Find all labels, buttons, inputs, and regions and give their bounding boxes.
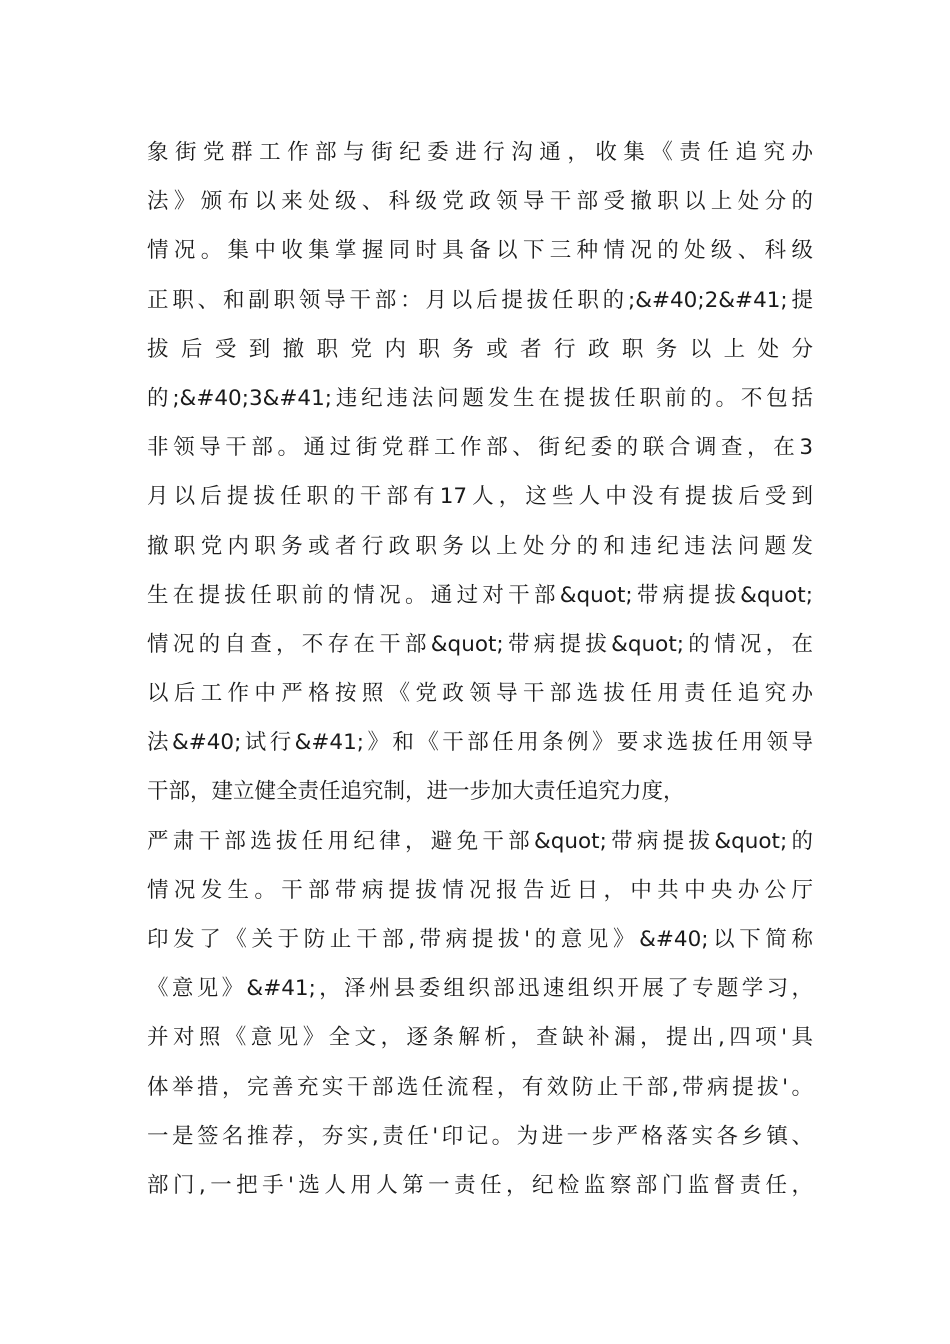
text-line: 非领导干部。通过街党群工作部、街纪委的联合调查，在3 [147, 435, 813, 461]
text-line: 情况的自查，不存在干部&quot;带病提拔&quot;的情况，在 [147, 631, 813, 657]
text-line: 严肃干部选拔任用纪律，避免干部&quot;带病提拔&quot;的 [147, 828, 813, 854]
text-line: 撤职党内职务或者行政职务以上处分的和违纪违法问题发 [147, 533, 813, 559]
text-line: 部门,一把手'选人用人第一责任，纪检监察部门监督责任， [147, 1172, 813, 1198]
text-line: 法&#40;试行&#41;》和《干部任用条例》要求选拔任用领导 [147, 730, 813, 756]
text-line: 情况。集中收集掌握同时具备以下三种情况的处级、科级 [147, 238, 813, 264]
text-line: 一是签名推荐，夯实,责任'印记。为进一步严格落实各乡镇、 [147, 1123, 813, 1149]
body-text [147, 128, 813, 1210]
text-line: 象街党群工作部与街纪委进行沟通，收集《责任追究办 [147, 140, 813, 165]
text-line: 情况发生。干部带病提拔情况报告近日，中共中央办公厅 [147, 877, 813, 903]
text-line: 法》颁布以来处级、科级党政领导干部受撤职以上处分的 [147, 189, 813, 215]
text-line: 的;&#40;3&#41;违纪违法问题发生在提拔任职前的。不包括 [147, 385, 813, 411]
text-line: 正职、和副职领导干部：月以后提拔任职的;&#40;2&#41;提 [147, 287, 813, 313]
text-line: 体举措，完善充实干部选任流程，有效防止干部,带病提拔'。 [147, 1074, 813, 1100]
text-line: 月以后提拔任职的干部有17人，这些人中没有提拔后受到 [147, 484, 813, 510]
text-line: 生在提拔任职前的情况。通过对干部&quot;带病提拔&quot; [147, 582, 813, 608]
text-line: 并对照《意见》全文，逐条解析，查缺补漏，提出,四项'具 [147, 1025, 813, 1051]
text-line: 印发了《关于防止干部,带病提拔'的意见》&#40;以下简称 [147, 927, 813, 952]
text-line: 干部，建立健全责任追究制，进一步加大责任追究力度， [147, 779, 685, 805]
text-line: 拔后受到撤职党内职务或者行政职务以上处分 [147, 336, 813, 362]
text-line: 《意见》&#41;，泽州县委组织部迅速组织开展了专题学习， [147, 976, 813, 1002]
text-line: 以后工作中严格按照《党政领导干部选拔任用责任追究办 [147, 681, 813, 707]
